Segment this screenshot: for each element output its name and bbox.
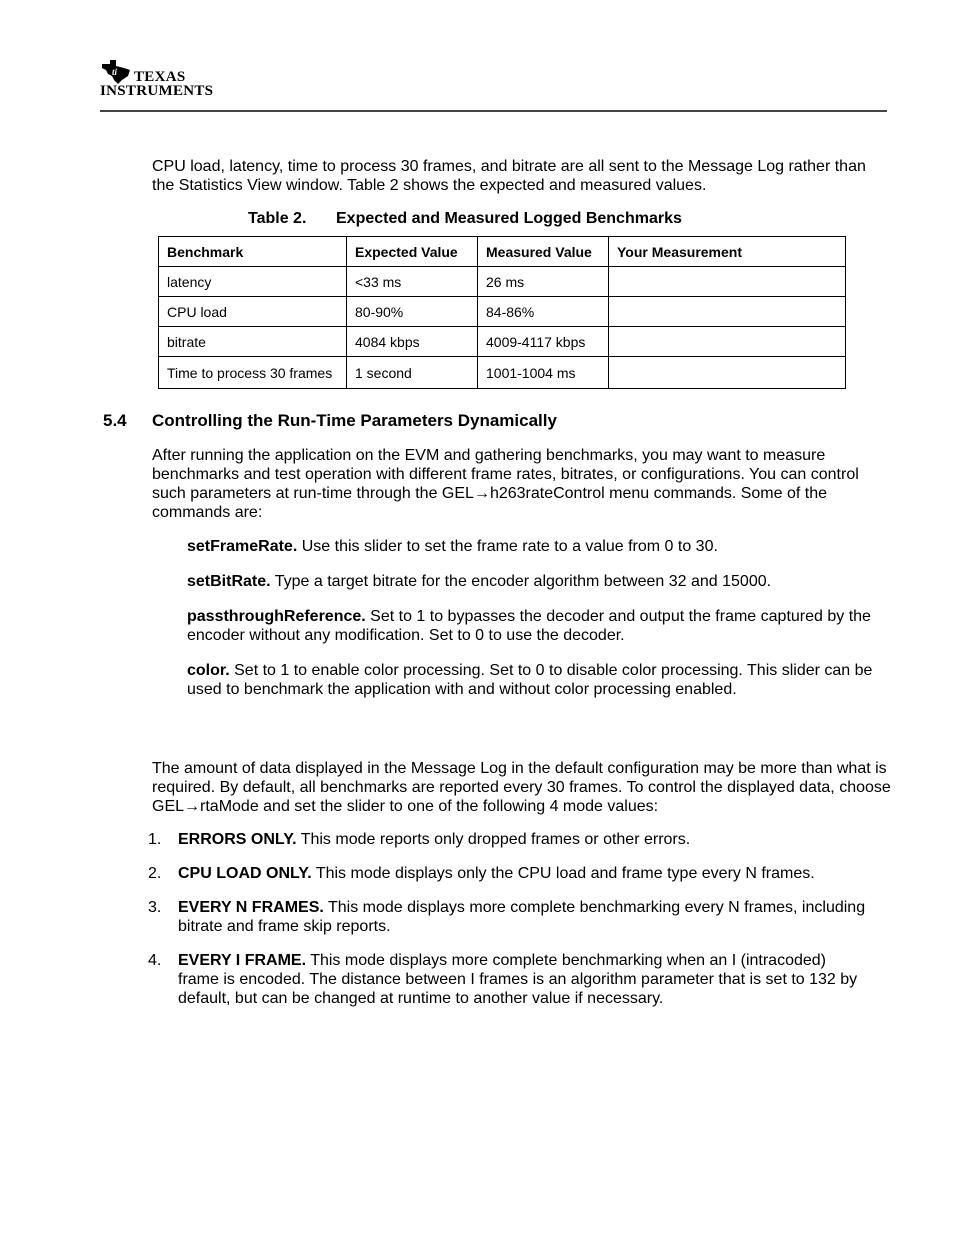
- list-item: [148, 864, 868, 883]
- command-description: Use this slider to set the frame rate to a value from 0 to 30.: [297, 538, 718, 555]
- table-caption: [248, 210, 682, 228]
- section-number: 5.4: [103, 411, 127, 430]
- list-number: 2.: [148, 865, 162, 882]
- section-heading: [103, 411, 557, 431]
- list-number: 3.: [148, 899, 162, 916]
- table-header-row: [159, 237, 846, 267]
- table-row: [159, 297, 846, 327]
- list-item: [148, 830, 868, 849]
- texas-state-icon: [100, 60, 132, 84]
- command-name: passthroughReference.: [187, 608, 366, 625]
- table-cell-empty: [609, 327, 846, 357]
- table-cell-empty: [609, 297, 846, 327]
- table-row: [159, 357, 846, 389]
- command-name: color.: [187, 662, 230, 679]
- command-item: [187, 661, 887, 699]
- list-item: [148, 898, 868, 936]
- command-description: Set to 1 to enable color processing. Set to 0 to disable color processing. This slider can be used to benchmark the application with and without color processing enabled.: [187, 662, 873, 698]
- table-cell: Time to process 30 frames: [159, 357, 347, 389]
- table-caption-title: Expected and Measured Logged Benchmarks: [336, 210, 682, 227]
- message-log-paragraph: The amount of data displayed in the Message Log in the default configuration may be more than what is required. By default, all benchmarks are reported every 30 frames. To control the displayed data, choose GEL→rtaMode and set the slider to one of the following 4 mode values:: [152, 760, 891, 815]
- mode-description: This mode displays more complete benchmarking when an I (intracoded) frame is encoded. The distance between I frames is an algorithm parameter that is set to 132 by default, but can be changed at runtime to another value if necessary.: [178, 952, 858, 1007]
- table-cell: CPU load: [159, 297, 347, 327]
- mode-name: ERRORS ONLY.: [178, 831, 297, 848]
- table-cell: 84-86%: [478, 297, 609, 327]
- command-item: [187, 537, 887, 556]
- mode-description: This mode reports only dropped frames or other errors.: [296, 831, 691, 848]
- command-description: Type a target bitrate for the encoder algorithm between 32 and 15000.: [270, 573, 772, 590]
- table-cell: 26 ms: [478, 267, 609, 297]
- table-cell: 1 second: [347, 357, 478, 389]
- mode-name: EVERY I FRAME.: [178, 952, 307, 969]
- table-cell: 4009-4117 kbps: [478, 327, 609, 357]
- section-title: Controlling the Run-Time Parameters Dynamically: [152, 411, 557, 430]
- logo-line-1: TEXAS: [134, 69, 186, 85]
- mode-description: This mode displays only the CPU load and frame type every N frames.: [311, 865, 815, 882]
- texas-instruments-logo: [100, 60, 260, 104]
- table-header-cell: Expected Value: [347, 237, 478, 267]
- table-header-cell: Benchmark: [159, 237, 347, 267]
- table-cell: 1001-1004 ms: [478, 357, 609, 389]
- table-cell: latency: [159, 267, 347, 297]
- command-item: [187, 607, 887, 645]
- table-cell-empty: [609, 267, 846, 297]
- svg-text:ti: ti: [112, 67, 118, 77]
- table-header-cell: Measured Value: [478, 237, 609, 267]
- list-item: [148, 951, 868, 1008]
- header-rule: [100, 110, 887, 112]
- logo-line-2: INSTRUMENTS: [100, 83, 214, 99]
- table-cell: 80-90%: [347, 297, 478, 327]
- list-number: 1.: [148, 831, 162, 848]
- command-item: [187, 572, 887, 591]
- mode-description: This mode displays more complete benchmarking every N frames, including bitrate and frame skip reports.: [178, 899, 866, 935]
- table-cell: 4084 kbps: [347, 327, 478, 357]
- command-name: setBitRate.: [187, 573, 271, 590]
- list-number: 4.: [148, 952, 162, 969]
- table-cell: <33 ms: [347, 267, 478, 297]
- table-cell: bitrate: [159, 327, 347, 357]
- table-cell-empty: [609, 357, 846, 389]
- table-header-cell: Your Measurement: [609, 237, 846, 267]
- mode-name: EVERY N FRAMES.: [178, 899, 324, 916]
- mode-name: CPU LOAD ONLY.: [178, 865, 312, 882]
- table-row: [159, 327, 846, 357]
- command-name: setFrameRate.: [187, 538, 298, 555]
- command-description: Set to 1 to bypasses the decoder and output the frame captured by the encoder without any modification. Set to 0 to use the decoder.: [187, 608, 871, 644]
- section-body-paragraph: After running the application on the EVM and gathering benchmarks, you may want to measure benchmarks and test operation with different frame rates, bitrates, or configurations. You can control such parameters at run-time through the GEL→h263rateControl menu commands. Some of the commands are:: [152, 447, 859, 521]
- intro-paragraph: CPU load, latency, time to process 30 frames, and bitrate are all sent to the Message Log rather than the Statistics View window. Table 2 shows the expected and measured values.: [152, 158, 866, 194]
- table-caption-number: Table 2.: [248, 210, 307, 227]
- table-row: [159, 267, 846, 297]
- benchmark-table: [158, 236, 846, 389]
